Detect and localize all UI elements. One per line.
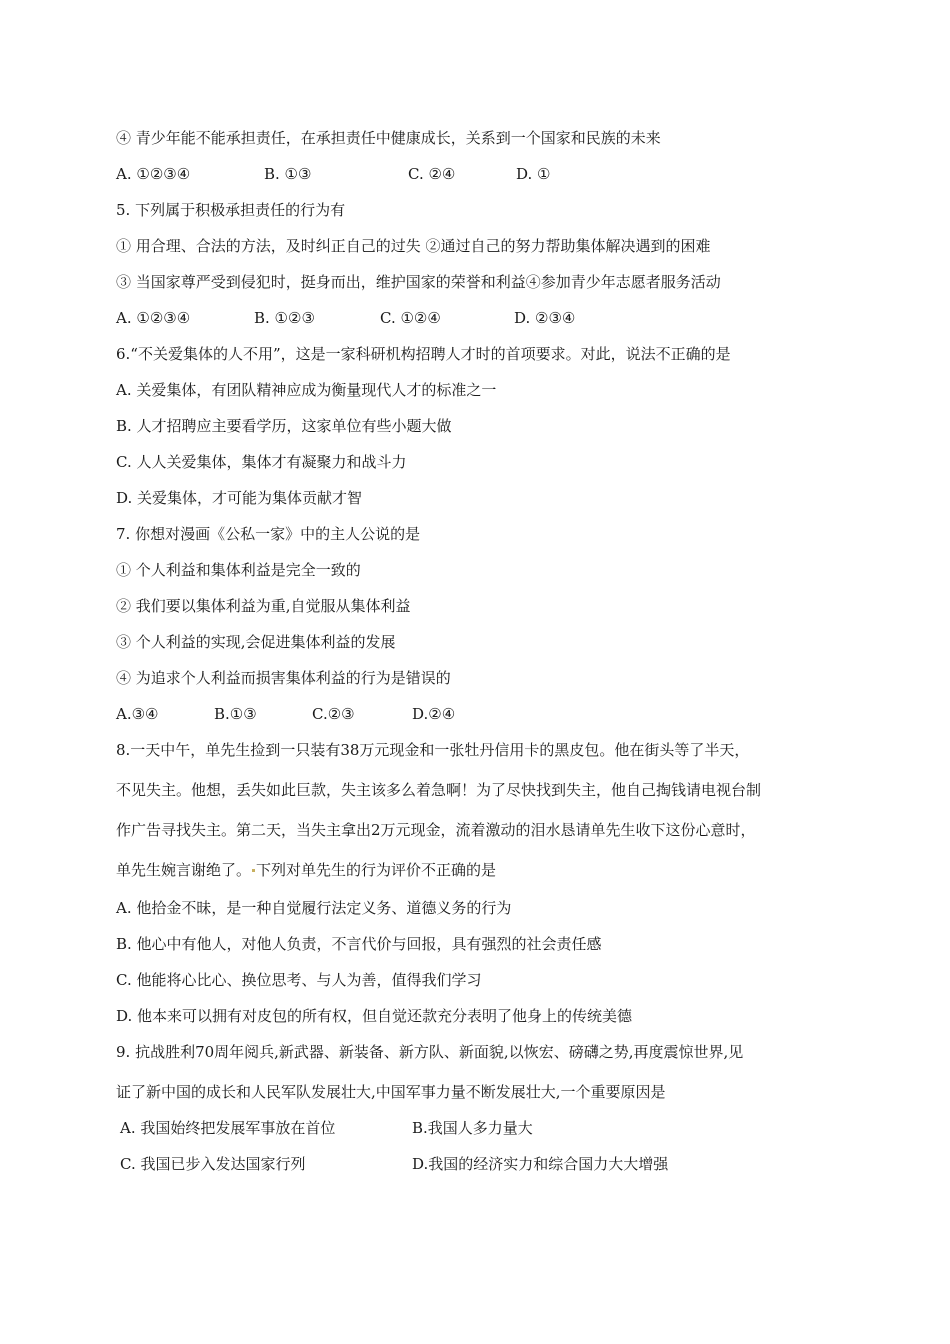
q9-option-c: C. 我国已步入发达国家行列 — [120, 1155, 306, 1173]
q9-options-row-2 — [120, 1154, 668, 1174]
q7-statement-3: ③ 个人利益的实现,会促进集体利益的发展 — [116, 633, 396, 651]
q8-option-d: D. 他本来可以拥有对皮包的所有权，但自觉还款充分表明了他身上的传统美德 — [116, 1007, 633, 1025]
q9-option-a: A. 我国始终把发展军事放在首位 — [120, 1119, 336, 1137]
q8-question: 下列对单先生的行为评价不正确的是 — [256, 861, 497, 879]
q5-option-c: C. ①②④ — [380, 309, 441, 327]
q5-option-a: A. ①②③④ — [116, 309, 191, 327]
q7-question: 7. 你想对漫画《公私一家》中的主人公说的是 — [116, 525, 421, 543]
q9-option-d: D.我国的经济实力和综合国力大大增强 — [412, 1155, 669, 1173]
q4-option-c: C. ②④ — [408, 165, 456, 183]
q6-option-d: D. 关爱集体，才可能为集体贡献才智 — [116, 489, 363, 507]
q8-option-c: C. 他能将心比心、换位思考、与人为善，值得我们学习 — [116, 971, 482, 989]
q9-option-b: B.我国人多力量大 — [412, 1119, 533, 1137]
q7-option-a: A.③④ — [116, 705, 159, 723]
q8-passage-line-2: 不见失主。他想，丢失如此巨款，失主该多么着急啊！为了尽快找到失主，他自己掏钱请电视台制 — [116, 781, 762, 799]
q8-option-a: A. 他拾金不昧，是一种自觉履行法定义务、道德义务的行为 — [116, 899, 512, 917]
q4-options — [116, 164, 550, 184]
q5-option-d: D. ②③④ — [514, 309, 576, 327]
q5-option-b: B. ①②③ — [254, 309, 315, 327]
q7-statement-4: ④ 为追求个人利益而损害集体利益的行为是错误的 — [116, 669, 451, 687]
q8-option-b: B. 他心中有他人，对他人负责，不言代价与回报，具有强烈的社会责任感 — [116, 935, 602, 953]
q4-option-a: A. ①②③④ — [116, 165, 191, 183]
q9-question-line-2: 证了新中国的成长和人民军队发展壮大,中国军事力量不断发展壮大,一个重要原因是 — [116, 1083, 666, 1101]
q5-statements-1-2: ① 用合理、合法的方法，及时纠正自己的过失 ②通过自己的努力帮助集体解决遇到的困难 — [116, 237, 711, 255]
q5-options — [116, 308, 575, 328]
q4-option-b: B. ①③ — [264, 165, 312, 183]
q7-statement-2: ② 我们要以集体利益为重,自觉服从集体利益 — [116, 597, 411, 615]
q9-question-line-1: 9. 抗战胜利70周年阅兵,新武器、新装备、新方队、新面貌,以恢宏、磅礴之势,再度震惊世界,见 — [116, 1043, 744, 1061]
q8-passage-line-3: 作广告寻找失主。第二天，当失主拿出2万元现金，流着激动的泪水恳请单先生收下这份心意时， — [116, 821, 756, 839]
q9-options-row-1 — [120, 1118, 533, 1138]
q6-question: 6.“不关爱集体的人不用”，这是一家科研机构招聘人才时的首项要求。对此，说法不正确的是 — [116, 345, 731, 363]
q4-statement-4: ④ 青少年能不能承担责任，在承担责任中健康成长，关系到一个国家和民族的未来 — [116, 129, 661, 147]
q7-option-d: D.②④ — [412, 705, 456, 723]
q7-option-b: B.①③ — [214, 705, 257, 723]
q4-option-d: D. ① — [516, 165, 551, 183]
q8-passage-end: 单先生婉言谢绝了。 — [116, 861, 252, 879]
q5-statements-3-4: ③ 当国家尊严受到侵犯时，挺身而出，维护国家的荣誉和利益④参加青少年志愿者服务活动 — [116, 273, 721, 291]
q7-statement-1: ① 个人利益和集体利益是完全一致的 — [116, 561, 361, 579]
q5-question: 5. 下列属于积极承担责任的行为有 — [116, 201, 346, 219]
stray-dot-mark — [252, 869, 255, 872]
q6-option-a: A. 关爱集体，有团队精神应成为衡量现代人才的标准之一 — [116, 381, 497, 399]
q7-option-c: C.②③ — [312, 705, 355, 723]
q6-option-c: C. 人人关爱集体，集体才有凝聚力和战斗力 — [116, 453, 407, 471]
q8-passage-line-4 — [116, 860, 496, 880]
q6-option-b: B. 人才招聘应主要看学历，这家单位有些小题大做 — [116, 417, 452, 435]
q7-options — [116, 704, 455, 724]
q8-passage-line-1: 8.一天中午，单先生捡到一只装有38万元现金和一张牡丹信用卡的黑皮包。他在街头等了半天， — [116, 741, 750, 759]
